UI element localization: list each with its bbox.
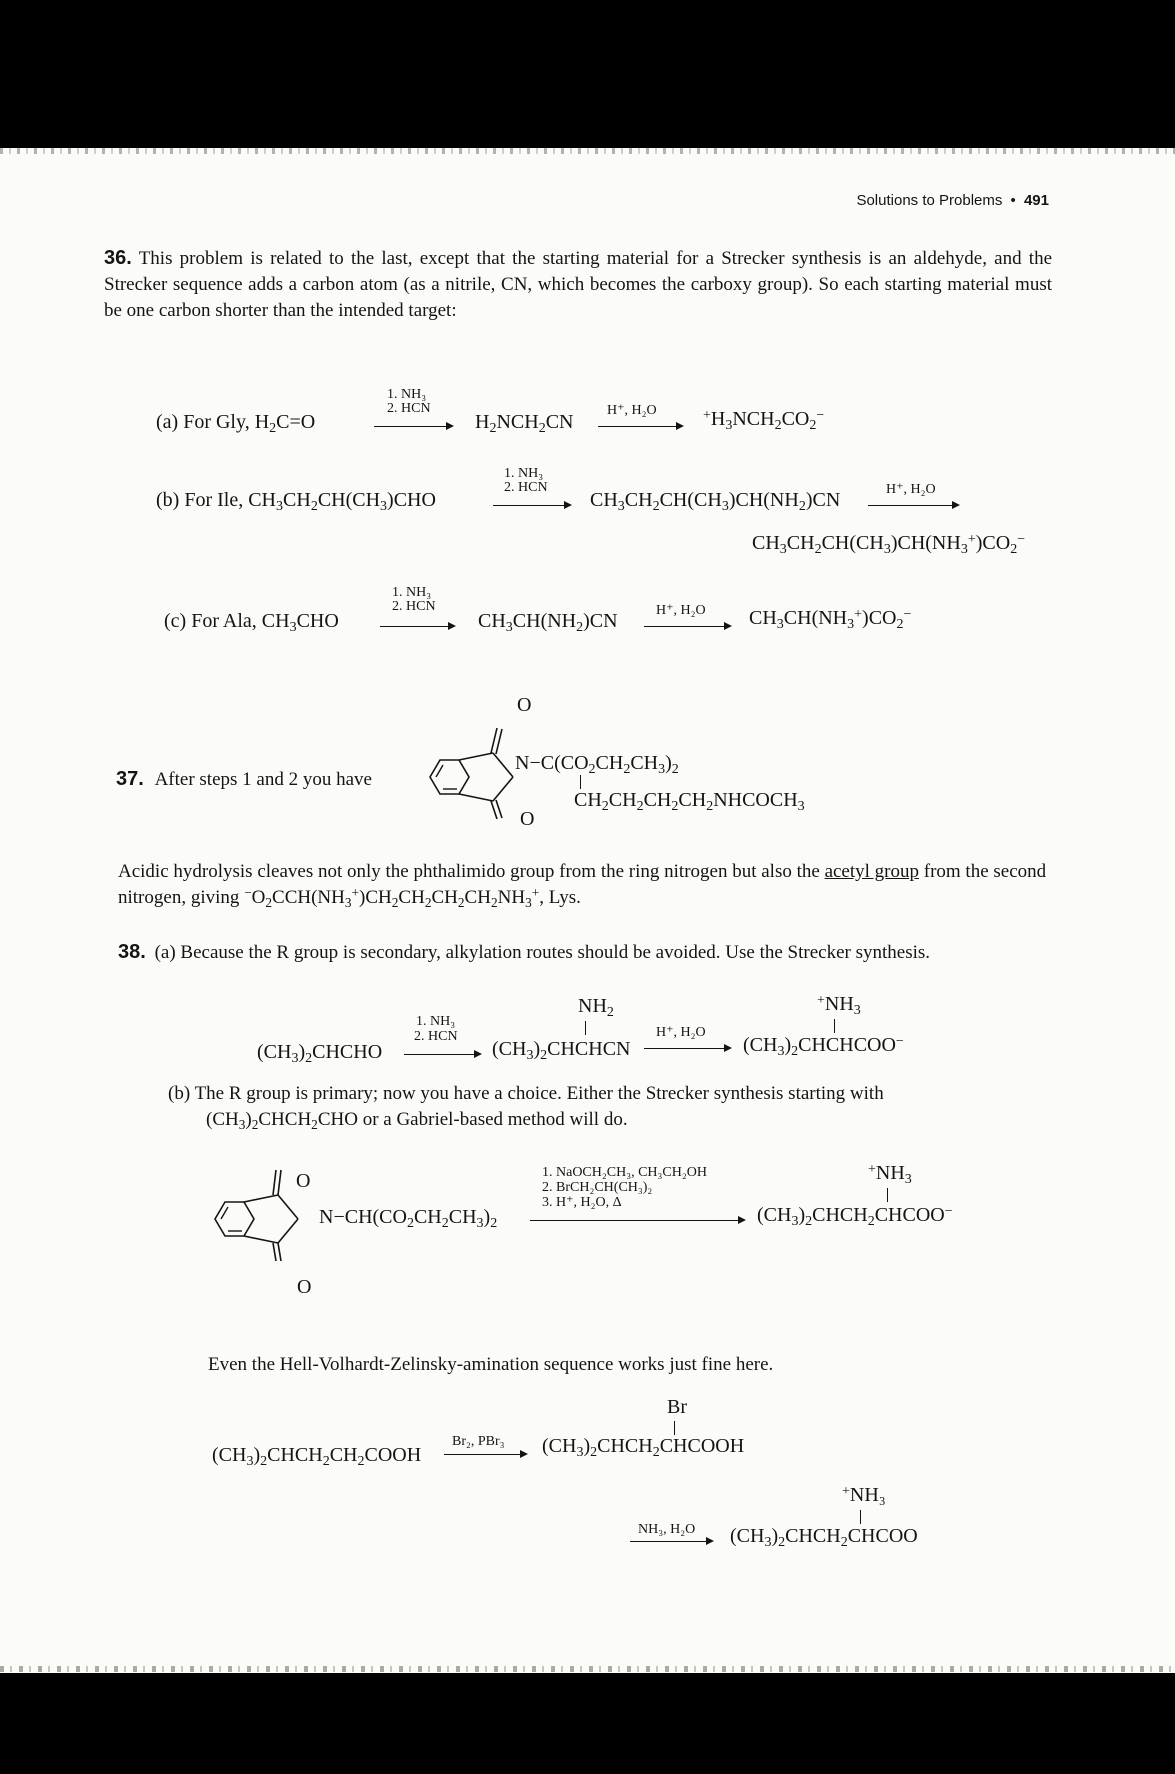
part-label: (b): [168, 1083, 191, 1104]
hvz-text: Even the Hell-Volhardt-Zelinsky-amination sequence works just fine here.: [208, 1354, 774, 1375]
reaction-arrow: [644, 1048, 730, 1049]
product: $(CH_3)_2CHCH_2CHCOO$: [730, 1525, 918, 1550]
condition-label: H⁺, H₂O: [656, 1025, 706, 1040]
problem-number: 37.: [116, 768, 144, 790]
document-page: [0, 148, 1175, 1673]
reaction-intro: For Gly,: [183, 411, 250, 433]
reagent-label: 2. HCN: [387, 401, 431, 416]
scan-edge-bottom: [0, 1666, 1175, 1672]
reactant: $CH_3CHO$: [261, 610, 339, 635]
scan-edge-top: [0, 148, 1175, 154]
part-text: Because the R group is secondary, alkylation routes should be avoided. Use the Strecker synthesis.: [180, 942, 931, 963]
reactant: $(CH_3)_2CHCHO$: [257, 1041, 383, 1066]
acetyl-group-underline: acetyl group: [824, 861, 919, 882]
ammonium-group: $^+NH_3$: [868, 1162, 912, 1187]
nh3-label: NH₃: [849, 1484, 886, 1506]
carbonyl-oxygen-bottom: O: [297, 1276, 312, 1298]
reaction-arrow: [374, 426, 452, 427]
n-substituent: $N-CH(CO_2CH_2CH_3)_2$: [319, 1206, 498, 1231]
n-substituent: $N-C(CO_2CH_2CH_3)_2$: [515, 752, 679, 777]
part-label: (a): [154, 942, 176, 963]
reaction-intro: For Ile,: [184, 489, 244, 511]
reaction-arrow: [493, 505, 570, 506]
reagent-step: 1. NaOCH₂CH₃, CH₃CH₂OH: [542, 1165, 707, 1180]
reagent-label: 1. NH₃: [387, 387, 427, 402]
problem-38-b: [168, 1081, 884, 1107]
reagent-step: 2. BrCH₂CH(CH₃)₂: [542, 1180, 653, 1195]
reagent-label: Br₂, PBr₃: [452, 1434, 505, 1449]
bond-line: [860, 1510, 861, 1524]
reaction-intro: For Ala,: [191, 610, 257, 632]
ammonium-group: +NH₃: [842, 1484, 886, 1506]
part-label: (c): [164, 610, 187, 632]
reaction-arrow: [404, 1054, 480, 1055]
problem-38-a: [118, 939, 930, 966]
reagent-label: 1. NH₃: [504, 466, 544, 481]
reaction-arrow: [630, 1541, 712, 1542]
reaction-arrow: [444, 1454, 526, 1455]
reagent-step: 3. H⁺, H₂O, Δ: [542, 1195, 622, 1210]
reactant: $H_2C=O$: [254, 411, 316, 436]
reaction-arrow: [380, 626, 454, 627]
part-label: (b): [156, 489, 180, 511]
reaction-arrow: [598, 426, 682, 427]
bromo-group: Br: [667, 1396, 687, 1418]
ammonium-group: $^+NH_3$: [817, 993, 861, 1018]
product: $(CH_3)_2CHCHCOO^-$: [743, 1034, 904, 1059]
reagent-label: 2. HCN: [504, 480, 548, 495]
reaction-arrow: [868, 505, 958, 506]
bond-line: [887, 1188, 888, 1202]
problem-36-body: This problem is related to the last, except that the starting material for a Strecker synthesis is an aldehyde, and the Strecker sequence adds a carbon atom (as a nitrile, CN, which becomes the carboxy group). So each starting material must be one carbon shorter than the intended target:: [104, 248, 1052, 321]
reagent-label: NH₃, H₂O: [638, 1522, 696, 1537]
problem-36-text: [104, 245, 1052, 324]
reagent-label: 2. HCN: [392, 599, 436, 614]
page-number: 491: [1023, 192, 1049, 209]
reaction-arrow: [530, 1220, 744, 1221]
problem-number: 38.: [118, 941, 146, 963]
reaction-36c: [164, 610, 339, 633]
intermediate: $CH_3CH(NH_2)CN$: [478, 610, 618, 635]
bond-line: [674, 1421, 675, 1435]
condition-label: H⁺, H₂O: [607, 403, 657, 418]
part-label: (a): [156, 411, 179, 433]
lysine-name: Lys.: [548, 887, 581, 908]
intermediate: $CH_3CH_2CH(CH_3)CH(NH_2)CN$: [590, 489, 841, 514]
problem-37-intro: [116, 766, 372, 793]
condition-label: H⁺, H₂O: [656, 603, 706, 618]
reagent-label: 2. HCN: [414, 1029, 458, 1044]
intermediate: $H_2NCH_2CN$: [475, 411, 574, 436]
problem-37-explanation: [118, 859, 1048, 911]
problem-38-b-line2: [206, 1107, 628, 1133]
reagent-label: 1. NH₃: [392, 585, 432, 600]
amino-group: $NH_2$: [578, 995, 614, 1020]
condition-label: H⁺, H₂O: [886, 482, 936, 497]
intro-text: After steps 1 and 2 you have: [154, 769, 372, 790]
product: $^+H_3NCH_2CO_2^-$: [703, 408, 825, 433]
starting-material: $(CH_3)_2CHCH_2CHO$: [206, 1109, 358, 1132]
header-bullet: •: [1010, 192, 1016, 209]
reaction-36a: [156, 411, 315, 434]
lysine-formula: $^-O_2CCH(NH_3^+)CH_2CH_2CH_2CH_2NH_3^+$,: [244, 885, 544, 910]
running-header: [856, 192, 1049, 209]
carbonyl-oxygen-top: O: [517, 694, 532, 716]
reactant: $(CH_3)_2CHCH_2CH_2COOH$: [212, 1444, 422, 1469]
carbonyl-oxygen-bottom: O: [520, 808, 535, 830]
side-chain: $CH_2CH_2CH_2CH_2NHCOCH_3$: [574, 789, 805, 814]
reactant: $CH_3CH_2CH(CH_3)CHO$: [248, 489, 436, 514]
problem-number: 36.: [104, 247, 132, 269]
carbonyl-oxygen-top: O: [296, 1170, 311, 1192]
bond-line: [585, 1021, 586, 1035]
part-text: The R group is primary; now you have a choice. Either the Strecker synthesis starting with: [194, 1083, 884, 1104]
product: $(CH_3)_2CHCH_2CHCOO^-$: [757, 1204, 953, 1229]
product: $CH_3CH(NH_3^+)CO_2^-$: [749, 607, 912, 632]
reaction-36b: [156, 489, 436, 512]
text: Acidic hydrolysis cleaves not only the phthalimido group from the ring nitrogen but also the: [118, 861, 825, 882]
reagent-label: 1. NH₃: [416, 1014, 456, 1029]
intermediate: $(CH_3)_2CHCHCN$: [492, 1038, 631, 1063]
text: from the second nitrogen, giving: [118, 861, 1047, 908]
part-text: or a Gabriel-based method will do.: [357, 1109, 628, 1130]
bond-line: [834, 1019, 835, 1033]
bond-line: [580, 775, 581, 789]
intermediate: $(CH_3)_2CHCH_2CHCOOH$: [542, 1435, 745, 1460]
running-title: Solutions to Problems: [856, 192, 1003, 209]
product: $CH_3CH_2CH(CH_3)CH(NH_3^+)CO_2^-$: [752, 532, 1026, 557]
reaction-arrow: [644, 626, 730, 627]
